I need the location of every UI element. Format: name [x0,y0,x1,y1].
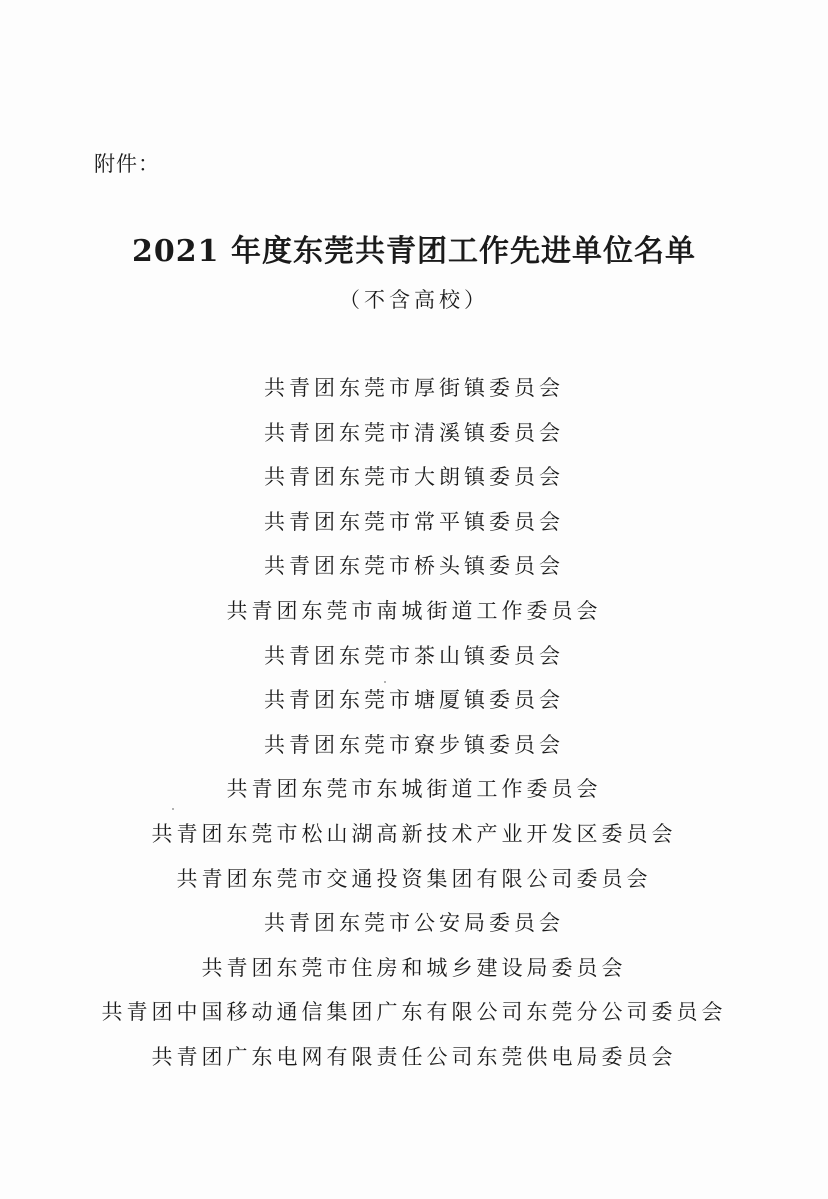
scan-speck [384,681,386,683]
attachment-label: 附件： [94,152,160,176]
list-item: 共青团东莞市大朗镇委员会 [264,465,564,490]
list-item: 共青团东莞市寮步镇委员会 [264,732,564,757]
list-item: 共青团东莞市松山湖高新技术产业开发区委员会 [151,821,677,846]
document-subtitle: （不含高校） [339,288,489,312]
list-item: 共青团东莞市住房和城乡建设局委员会 [201,955,627,980]
list-item: 共青团广东电网有限责任公司东莞供电局委员会 [151,1044,677,1069]
list-item: 共青团东莞市公安局委员会 [264,911,564,936]
list-item: 共青团东莞市东城街道工作委员会 [226,777,602,802]
list-item: 共青团东莞市南城街道工作委员会 [226,598,602,623]
list-item: 共青团东莞市茶山镇委员会 [264,643,564,668]
list-item: 共青团东莞市塘厦镇委员会 [264,688,564,713]
list-item: 共青团东莞市厚街镇委员会 [264,376,564,400]
document-title: 2021 年度东莞共青团工作先进单位名单 [132,234,696,269]
list-item: 共青团东莞市桥头镇委员会 [264,554,564,579]
list-item: 共青团东莞市清溪镇委员会 [264,420,564,445]
unit-list [0,366,828,1080]
scan-speck [172,808,174,810]
list-item: 共青团东莞市常平镇委员会 [264,509,564,534]
list-item: 共青团东莞市交通投资集团有限公司委员会 [176,866,652,891]
list-item: 共青团中国移动通信集团广东有限公司东莞分公司委员会 [101,1000,727,1025]
